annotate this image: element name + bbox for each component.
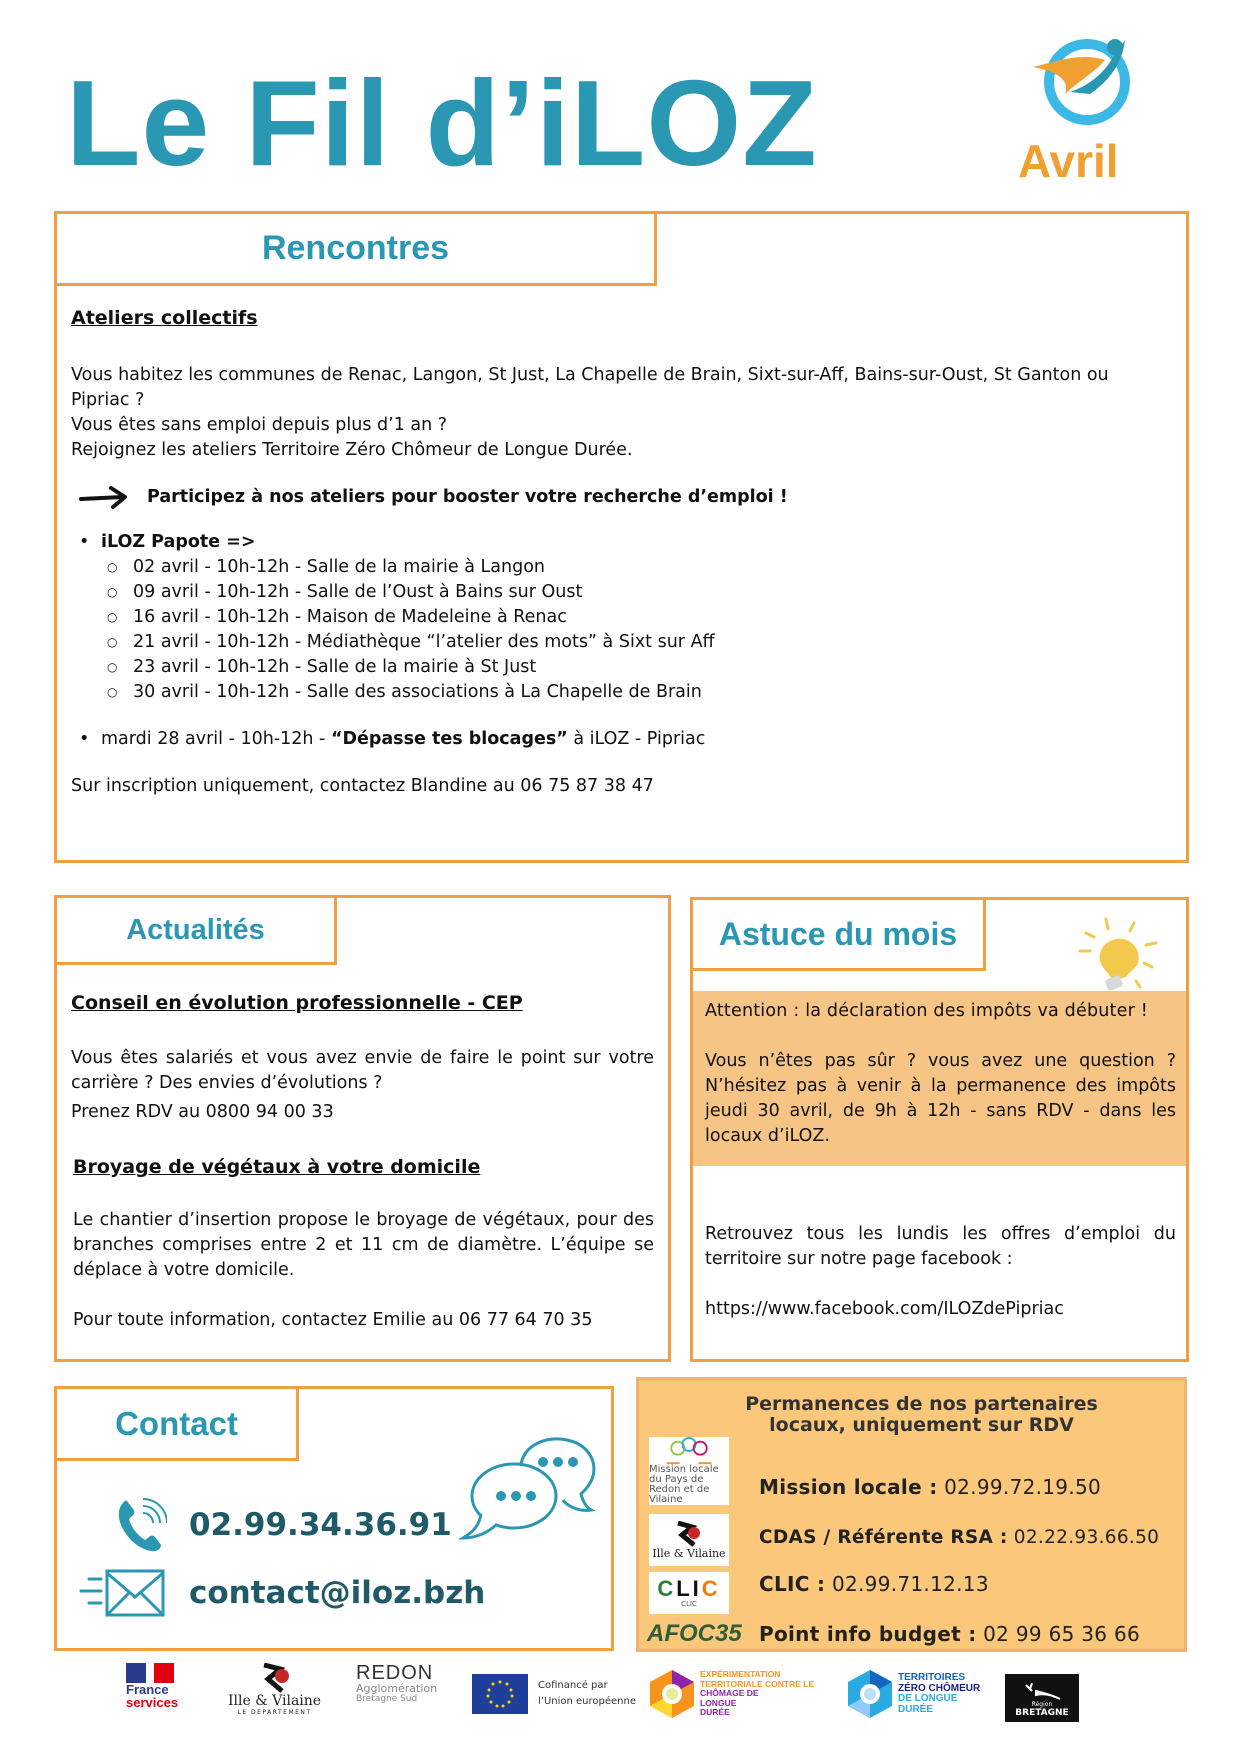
etcld-text: DURÉE: [700, 1707, 730, 1718]
hermine-icon: [1022, 1681, 1062, 1701]
etcld-text: EXPÉRIMENTATION: [700, 1669, 781, 1680]
partner-name: Mission locale :: [759, 1475, 938, 1499]
lightbulb-icon: [1076, 915, 1164, 995]
rencontres-footer: Sur inscription uniquement, contactez Blandine au 06 75 87 38 47: [71, 776, 654, 796]
newsletter-title: Le Fil d’iLOZ: [66, 55, 818, 191]
france-services-line: services: [126, 1695, 179, 1710]
redon-logo-subtext: Bretagne Sud: [356, 1694, 418, 1704]
mission-locale-logo: [649, 1437, 729, 1505]
partner-name: Point info budget :: [759, 1622, 977, 1646]
broyage-contact: Pour toute information, contactez Emilie au 06 77 64 70 35: [73, 1310, 593, 1330]
bretagne-text: Région: [1031, 1701, 1053, 1708]
contact-phone[interactable]: 02.99.34.36.91: [189, 1507, 452, 1543]
partner-row: [759, 1622, 1140, 1646]
tzcld-text: ZÉRO CHÔMEUR: [898, 1682, 981, 1694]
etcld-text: LONGUE: [700, 1697, 737, 1708]
ille-vilaine-footer-subtext: LE DEPARTEMENT: [237, 1709, 312, 1716]
callout: [71, 485, 1166, 510]
intro-line: Rejoignez les ateliers Territoire Zéro Chômeur de Longue Durée.: [71, 440, 633, 460]
contact-section: [54, 1386, 614, 1651]
tzcld-logo: [846, 1663, 980, 1725]
tzcld-text: TERRITOIRES: [898, 1672, 966, 1683]
partner-phone[interactable]: 02.99.71.12.13: [825, 1572, 989, 1596]
ille-vilaine-mark-icon: [674, 1521, 704, 1547]
tzcld-text: DE LONGUE: [898, 1693, 958, 1704]
actualites-heading: Actualités: [54, 895, 337, 965]
eu-logo-text: l’Union européenne: [538, 1696, 637, 1707]
redon-logo-subtext: Agglomération: [356, 1682, 438, 1695]
redon-agglo-logo: [356, 1663, 437, 1725]
partner-phone[interactable]: 02.22.93.66.50: [1007, 1527, 1160, 1548]
eu-logo-text: Cofinancé par: [538, 1680, 608, 1691]
astuce-heading: Astuce du mois: [690, 897, 986, 971]
ille-vilaine-logo: [649, 1514, 729, 1566]
intro-line: Vous habitez les communes de Renac, Langon, St Just, La Chapelle de Brain, Sixt-sur-Aff, Bains-sur-Oust, St Ganton ou Pipriac ?: [71, 365, 1109, 410]
partners-section: [636, 1377, 1187, 1652]
clic-logo: CLIC CLIC: [649, 1572, 729, 1614]
region-bretagne-logo: [1005, 1674, 1079, 1722]
facebook-link[interactable]: https://www.facebook.com/ILOZdePipriac: [705, 1299, 1064, 1319]
session-item: ○ 30 avril - 10h-12h - Salle des associations à La Chapelle de Brain: [101, 680, 1166, 705]
astuce-details: Vous n’êtes pas sûr ? vous avez une question ? N’hésitez pas à venir à la permanence des impôts jeudi 30 avril, de 9h à 12h - sans RDV - dans les locaux d’iLOZ.: [705, 1051, 1176, 1146]
papote-item: [71, 530, 1166, 705]
phone-icon: [115, 1497, 167, 1553]
eu-flag-icon: [472, 1674, 528, 1714]
papote-label: iLOZ Papote =>: [101, 532, 256, 552]
blocages-title: “Dépasse tes blocages”: [330, 729, 568, 749]
cep-phone: Prenez RDV au 0800 94 00 33: [71, 1102, 334, 1122]
partner-name: CDAS / Référente RSA :: [759, 1527, 1008, 1548]
iloz-runner-logo-icon: [1025, 32, 1145, 132]
ille-vilaine-footer-text: Ille & Vilaine: [228, 1693, 322, 1709]
ateliers-subheading: Ateliers collectifs: [71, 307, 258, 329]
etcld-text: CHÔMAGE DE: [700, 1688, 759, 1699]
clic-logo-text: CLIC: [681, 1600, 697, 1608]
partner-row: [759, 1572, 989, 1596]
email-row: [79, 1569, 485, 1617]
broyage-title: Broyage de végétaux à votre domicile: [73, 1156, 481, 1178]
contact-email[interactable]: contact@iloz.bzh: [189, 1575, 486, 1611]
rencontres-heading: Rencontres: [54, 211, 657, 286]
partner-row: [759, 1475, 1101, 1499]
facebook-text: Retrouvez tous les lundis les offres d’emploi du territoire sur notre page facebook :: [705, 1224, 1176, 1269]
etcld-text: TERRITORIALE CONTRE LE: [700, 1678, 815, 1689]
bretagne-text: BRETAGNE: [1015, 1708, 1069, 1718]
astuce-highlight: [693, 991, 1186, 1166]
chat-bubbles-icon: [459, 1434, 599, 1544]
session-item: ○ 23 avril - 10h-12h - Salle de la mairie à St Just: [101, 655, 1166, 680]
astuce-section: [690, 897, 1189, 1362]
etcld-logo: [648, 1663, 814, 1725]
contact-heading: Contact: [54, 1386, 299, 1461]
ille-vilaine-footer-logo: [228, 1663, 321, 1725]
rencontres-section: [54, 211, 1189, 863]
etcld-hexagon-icon: [648, 1668, 696, 1720]
broyage-text: Le chantier d’insertion propose le broyage de végétaux, pour des branches comprises entre 2 et 11 cm de diamètre. L’équipe se déplace à votre domicile.: [73, 1210, 654, 1280]
cep-text: Vous êtes salariés et vous avez envie de faire le point sur votre carrière ? Des envies d’évolutions ?: [71, 1048, 654, 1093]
session-item: ○ 02 avril - 10h-12h - Salle de la mairie à Langon: [101, 555, 1166, 580]
france-services-line: France: [126, 1682, 169, 1697]
partner-phone[interactable]: 02 99 65 36 66: [976, 1622, 1141, 1646]
marianne-icon: [126, 1663, 174, 1683]
partners-title-line: Permanences de nos partenaires: [745, 1393, 1098, 1415]
partner-row: [759, 1527, 1159, 1548]
email-icon: [79, 1569, 167, 1617]
ille-vilaine-logo-text: Ille & Vilaine: [652, 1546, 726, 1560]
month-label: Avril: [1018, 135, 1119, 187]
blocages-location: à iLOZ - Pipriac: [567, 729, 706, 749]
afoc35-logo: [647, 1618, 742, 1650]
tzcld-hexagon-icon: [846, 1668, 894, 1720]
mission-locale-logo-text: Mission locale du Pays de Redon et de Vilaine: [649, 1464, 719, 1505]
partners-title: [719, 1394, 1124, 1436]
people-icon: [659, 1437, 719, 1465]
actualites-section: [54, 895, 671, 1362]
partners-title-line: locaux, uniquement sur RDV: [769, 1414, 1074, 1436]
cep-title: Conseil en évolution professionnelle - CEP: [71, 992, 523, 1014]
blocages-item: [71, 727, 1166, 752]
blocages-date: mardi 28 avril - 10h-12h -: [101, 729, 331, 749]
tzcld-text: DURÉE: [898, 1703, 934, 1715]
afoc35-logo-text: AFOC35: [647, 1620, 742, 1647]
session-item: ○ 16 avril - 10h-12h - Maison de Madeleine à Renac: [101, 605, 1166, 630]
ille-vilaine-mark-icon: [258, 1663, 292, 1693]
intro-line: Vous êtes sans emploi depuis plus d’1 an ?: [71, 415, 448, 435]
partner-phone[interactable]: 02.99.72.19.50: [937, 1475, 1102, 1499]
eu-logo: [472, 1663, 636, 1725]
session-item: ○ 09 avril - 10h-12h - Salle de l’Oust à Bains sur Oust: [101, 580, 1166, 605]
phone-row: [115, 1497, 452, 1553]
france-services-logo: [126, 1663, 178, 1725]
session-item: ○ 21 avril - 10h-12h - Médiathèque “l’atelier des mots” à Sixt sur Aff: [101, 630, 1166, 655]
astuce-alert: Attention : la déclaration des impôts va débuter !: [705, 1001, 1148, 1021]
redon-logo-text: REDON: [356, 1662, 434, 1684]
partner-name: CLIC :: [759, 1572, 826, 1596]
callout-text: Participez à nos ateliers pour booster votre recherche d’emploi !: [147, 487, 788, 507]
arrow-right-icon: [79, 486, 129, 510]
